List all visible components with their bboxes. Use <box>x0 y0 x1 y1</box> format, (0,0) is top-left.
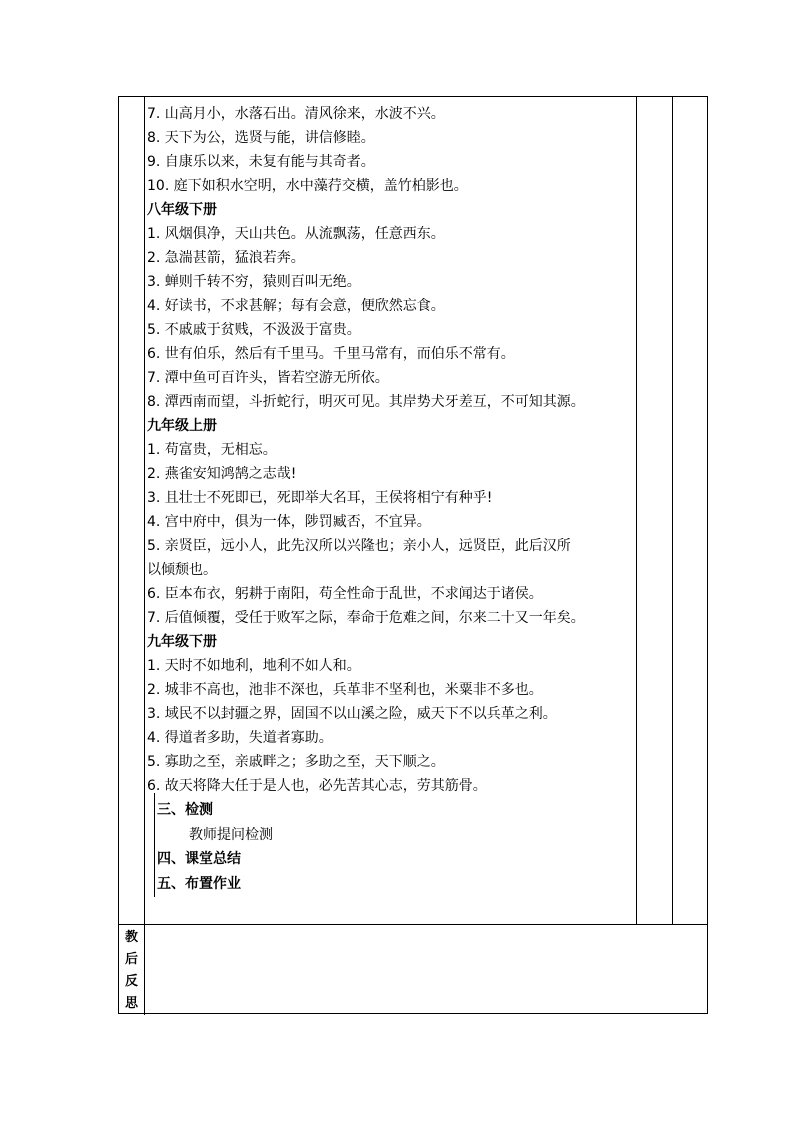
quote-line: 7. 山高月小，水落石出。清风徐来，水波不兴。 <box>147 106 445 122</box>
check-section-title: 三、检测 <box>157 802 213 818</box>
table-column-divider <box>144 97 145 1015</box>
quote-line: 5. 不戚戚于贫贱，不汲汲于富贵。 <box>147 322 361 338</box>
quote-line: 3. 域民不以封疆之界，固国不以山溪之险，威天下不以兵革之利。 <box>147 706 557 722</box>
reflection-label <box>119 927 144 1015</box>
reflection-char: 思 <box>124 996 138 1011</box>
table-column-divider <box>672 97 673 925</box>
quote-line: 8. 潭西南而望，斗折蛇行，明灭可见。其岸势犬牙差互，不可知其源。 <box>147 394 585 410</box>
reflection-char: 后 <box>124 952 138 967</box>
quote-line: 8. 天下为公，选贤与能，讲信修睦。 <box>147 130 375 146</box>
quote-line: 1. 天时不如地利，地利不如人和。 <box>147 658 361 674</box>
section-margin-line <box>154 793 155 897</box>
quote-line: 6. 臣本布衣，躬耕于南阳，苟全性命于乱世，不求闻达于诸侯。 <box>147 586 543 602</box>
quote-line: 5. 亲贤臣，远小人，此先汉所以兴隆也；亲小人，远贤臣，此后汉所 <box>147 538 571 554</box>
lesson-plan-table <box>118 96 708 1014</box>
grade-heading: 八年级下册 <box>147 202 217 218</box>
quote-line: 5. 寡助之至，亲戚畔之；多助之至，天下顺之。 <box>147 754 445 770</box>
table-row-divider <box>119 924 707 925</box>
quote-line: 4. 好读书，不求甚解；每有会意，便欣然忘食。 <box>147 298 445 314</box>
quote-line: 3. 蝉则千转不穷，猿则百叫无绝。 <box>147 274 361 290</box>
quote-line: 7. 后值倾覆，受任于败军之际，奉命于危难之间，尔来二十又一年矣。 <box>147 610 585 626</box>
quote-line: 6. 故天将降大任于是人也，必先苦其心志，劳其筋骨。 <box>147 778 487 794</box>
quote-line: 6. 世有伯乐，然后有千里马。千里马常有，而伯乐不常有。 <box>147 346 515 362</box>
quote-line: 4. 得道者多助，失道者寡助。 <box>147 730 333 746</box>
quote-line: 2. 急湍甚箭，猛浪若奔。 <box>147 250 305 266</box>
check-section-body: 教师提问检测 <box>189 826 273 843</box>
homework-section-title: 五、布置作业 <box>157 875 241 892</box>
reflection-char: 教 <box>124 930 138 945</box>
quote-line: 4. 宫中府中，俱为一体，陟罚臧否，不宜异。 <box>147 514 431 530</box>
quote-list <box>147 102 637 798</box>
grade-heading: 九年级下册 <box>147 634 217 650</box>
quote-line: 2. 燕雀安知鸿鹄之志哉! <box>147 466 297 482</box>
quote-line: 以倾颓也。 <box>147 562 217 578</box>
quote-line: 10. 庭下如积水空明，水中藻荇交横，盖竹柏影也。 <box>147 178 468 194</box>
content-cell <box>147 102 637 896</box>
quote-line: 9. 自康乐以来，未复有能与其奇者。 <box>147 154 375 170</box>
quote-line: 2. 城非不高也，池非不深也，兵革非不坚利也，米粟非不多也。 <box>147 682 543 698</box>
quote-line: 3. 且壮士不死即已，死即举大名耳，王侯将相宁有种乎! <box>147 490 493 506</box>
quote-line: 7. 潭中鱼可百许头，皆若空游无所依。 <box>147 370 389 386</box>
grade-heading: 九年级上册 <box>147 418 217 434</box>
quote-line: 1. 风烟俱净，天山共色。从流飘荡，任意西东。 <box>147 226 445 242</box>
reflection-char: 反 <box>124 974 138 989</box>
summary-section-title: 四、课堂总结 <box>157 851 241 867</box>
quote-line: 1. 苟富贵，无相忘。 <box>147 442 277 458</box>
